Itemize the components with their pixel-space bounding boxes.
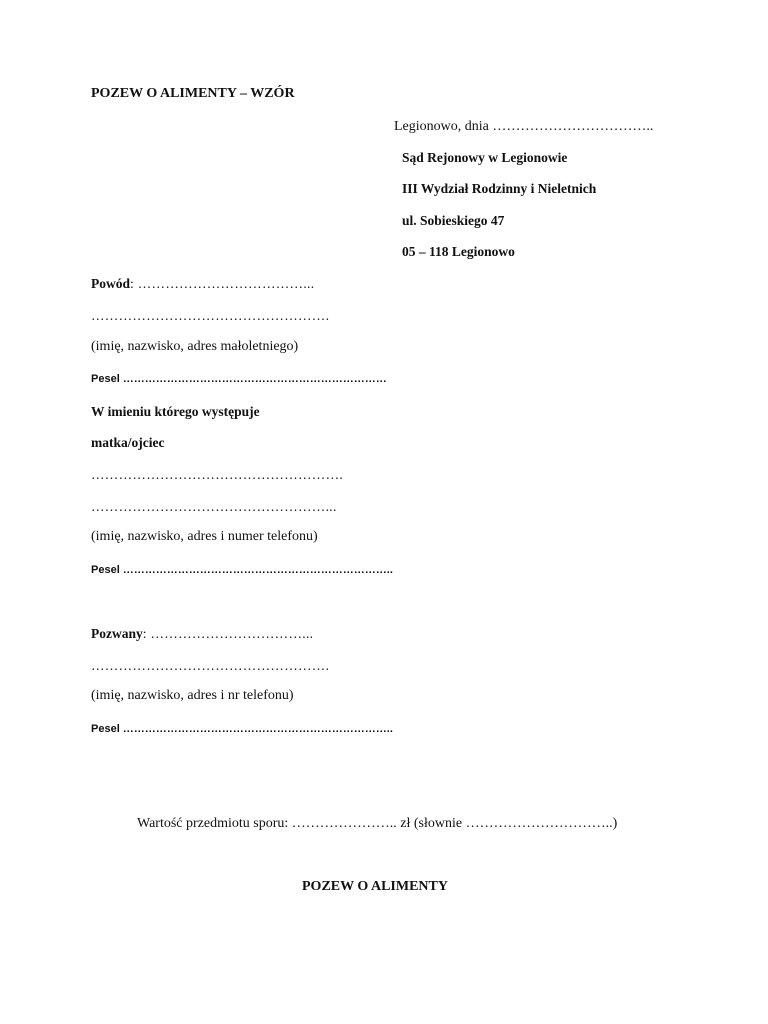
- place-date-line: Legionowo, dnia ……………………………..: [394, 119, 654, 134]
- claim-heading: POZEW O ALIMENTY: [302, 879, 448, 894]
- defendant-line: [91, 627, 313, 641]
- court-division: III Wydział Rodzinny i Nieletnich: [402, 181, 597, 196]
- representative-address-dots: ……………………………………………...: [91, 499, 337, 514]
- plaintiff-pesel: Pesel ………………………………………………………………: [91, 373, 387, 385]
- representative-intro: W imieniu którego występuje: [91, 404, 260, 419]
- court-name: Sąd Rejonowy w Legionowie: [402, 150, 568, 165]
- defendant-address-dots: …………………………………………….: [91, 658, 330, 673]
- defendant-caption: (imię, nazwisko, adres i nr telefonu): [91, 688, 294, 703]
- defendant-pesel: Pesel ………………………………………………………………..: [91, 723, 393, 735]
- claim-value-line: Wartość przedmiotu sporu: ………………….. zł (słownie …………………………..): [137, 816, 618, 831]
- plaintiff-line: [91, 277, 314, 291]
- defendant-name-dots: : ……………………………...: [142, 626, 314, 641]
- court-postal-city: 05 – 118 Legionowo: [402, 244, 515, 259]
- representative-role: matka/ojciec: [91, 435, 165, 450]
- defendant-label: Pozwany: [91, 626, 143, 641]
- document-title: POZEW O ALIMENTY – WZÓR: [91, 86, 295, 101]
- plaintiff-address-dots: …………………………………………….: [91, 308, 330, 323]
- plaintiff-caption: (imię, nazwisko, adres małoletniego): [91, 339, 299, 354]
- plaintiff-name-dots: : ………………………………...: [130, 276, 315, 291]
- plaintiff-label: Powód: [91, 276, 131, 291]
- representative-caption: (imię, nazwisko, adres i numer telefonu): [91, 529, 318, 544]
- representative-pesel: Pesel ………………………………………………………………..: [91, 564, 393, 576]
- representative-name-dots: ……………………………………………….: [91, 467, 344, 482]
- court-street: ul. Sobieskiego 47: [402, 213, 505, 228]
